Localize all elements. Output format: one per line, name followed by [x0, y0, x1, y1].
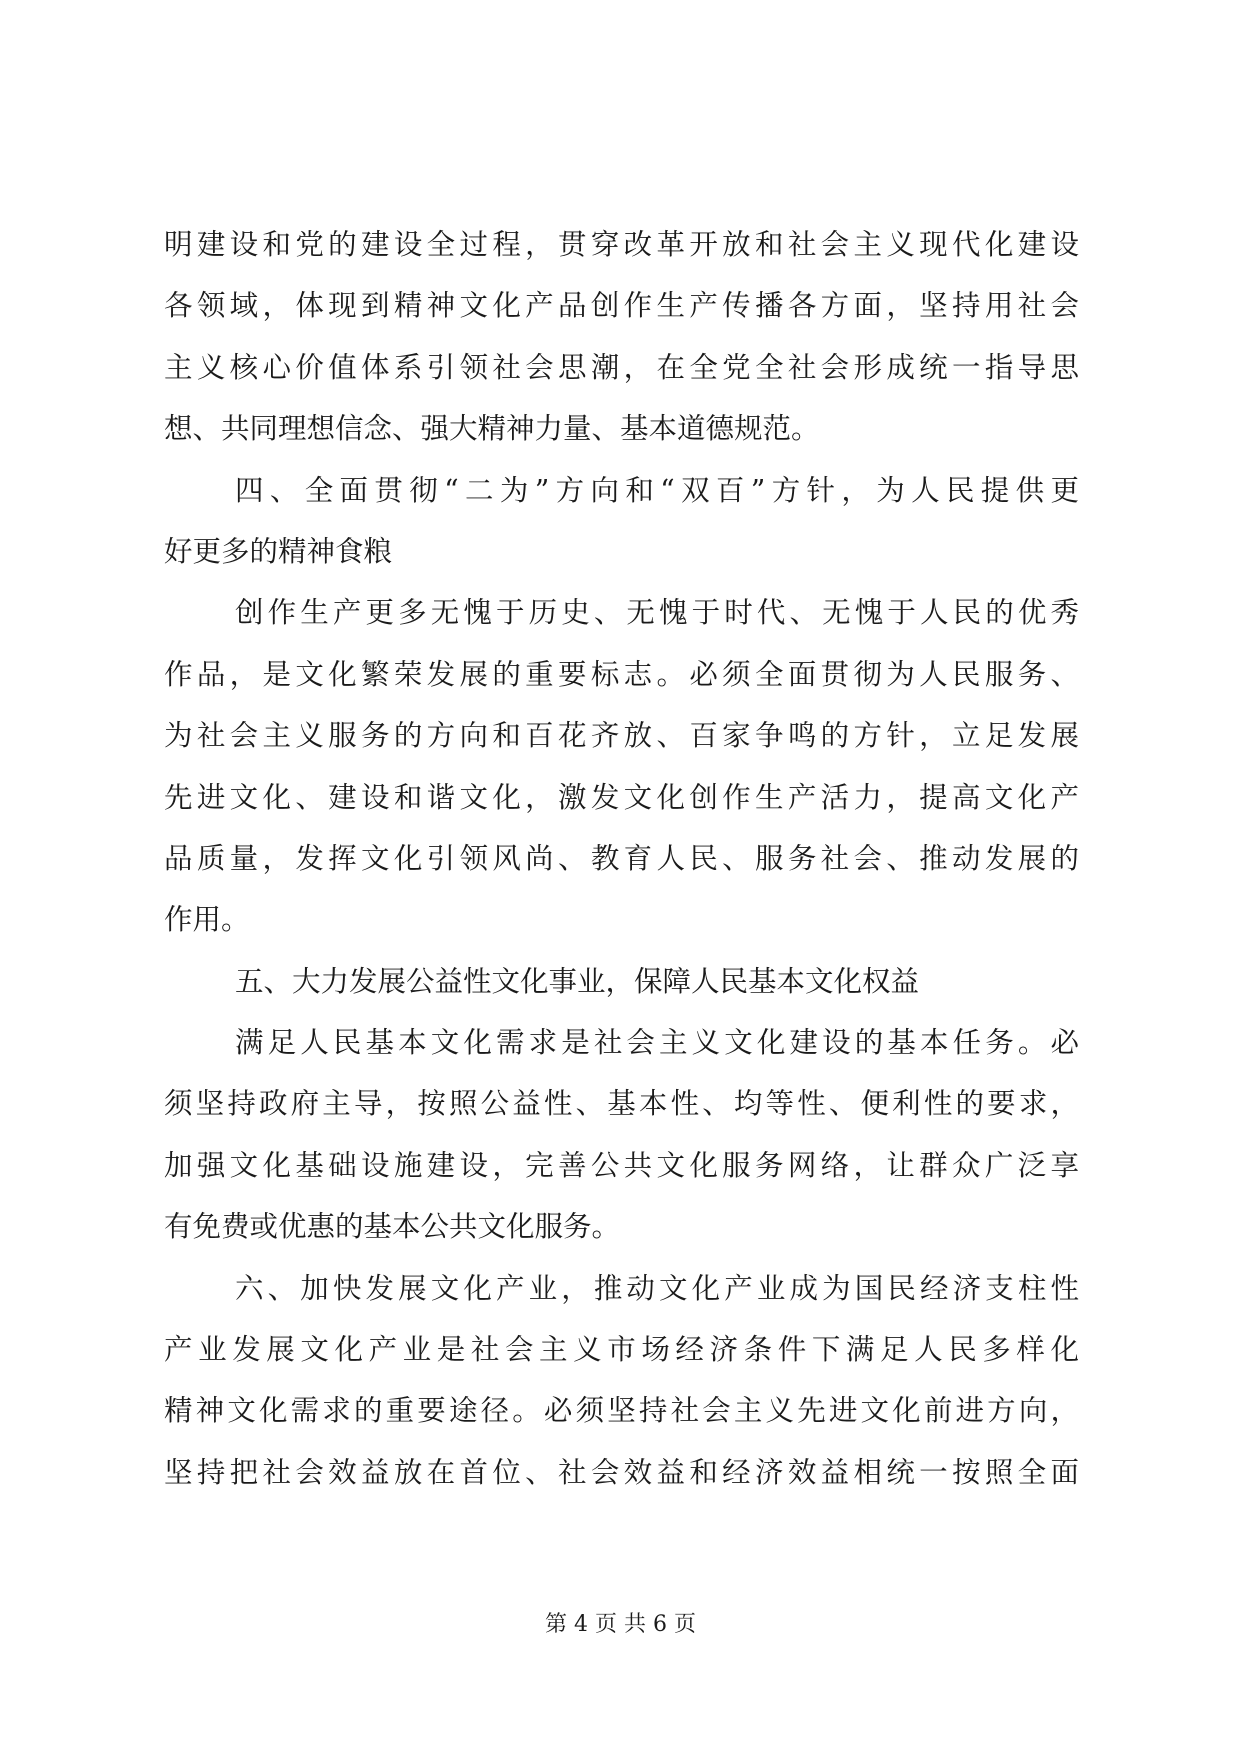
text-line: 明建设和党的建设全过程，贯穿改革开放和社会主义现代化建设	[164, 228, 1079, 261]
text-line: 有免费或优惠的基本公共文化服务。	[164, 1210, 621, 1244]
text-line: 作品，是文化繁荣发展的重要标志。必须全面贯彻为人民服务、	[164, 657, 1079, 691]
body-text	[164, 228, 1079, 1517]
text-line: 五、大力发展公益性文化事业，保障人民基本文化权益	[235, 964, 920, 998]
text-line: 须坚持政府主导，按照公益性、基本性、均等性、便利性的要求，	[164, 1087, 1079, 1121]
text-line: 各领域，体现到精神文化产品创作生产传播各方面，坚持用社会	[164, 289, 1079, 323]
text-line: 主义核心价值体系引领社会思潮，在全党全社会形成统一指导思	[164, 350, 1079, 384]
text-line: 精神文化需求的重要途径。必须坚持社会主义先进文化前进方向，	[164, 1394, 1079, 1428]
text-line: 品质量，发挥文化引领风尚、教育人民、服务社会、推动发展的	[164, 841, 1079, 875]
text-line: 作用。	[164, 903, 250, 937]
text-line: 产业发展文化产业是社会主义市场经济条件下满足人民多样化	[164, 1333, 1079, 1367]
text-line: 六、加快发展文化产业，推动文化产业成为国民经济支柱性	[235, 1271, 1079, 1305]
text-line: 为社会主义服务的方向和百花齐放、百家争鸣的方针，立足发展	[164, 719, 1079, 753]
text-line: 四、全面贯彻“二为”方向和“双百”方针，为人民提供更	[235, 473, 1079, 507]
page-footer: 第 4 页 共 6 页	[545, 1612, 696, 1637]
text-line: 满足人民基本文化需求是社会主义文化建设的基本任务。必	[235, 1026, 1079, 1060]
text-line: 好更多的精神食粮	[164, 534, 393, 568]
text-line: 加强文化基础设施建设，完善公共文化服务网络，让群众广泛享	[164, 1148, 1079, 1182]
text-line: 坚持把社会效益放在首位、社会效益和经济效益相统一按照全面	[164, 1455, 1079, 1489]
text-line: 想、共同理想信念、强大精神力量、基本道德规范。	[164, 412, 820, 446]
text-line: 创作生产更多无愧于历史、无愧于时代、无愧于人民的优秀	[235, 596, 1079, 630]
text-line: 先进文化、建设和谐文化，激发文化创作生产活力，提高文化产	[164, 780, 1079, 814]
